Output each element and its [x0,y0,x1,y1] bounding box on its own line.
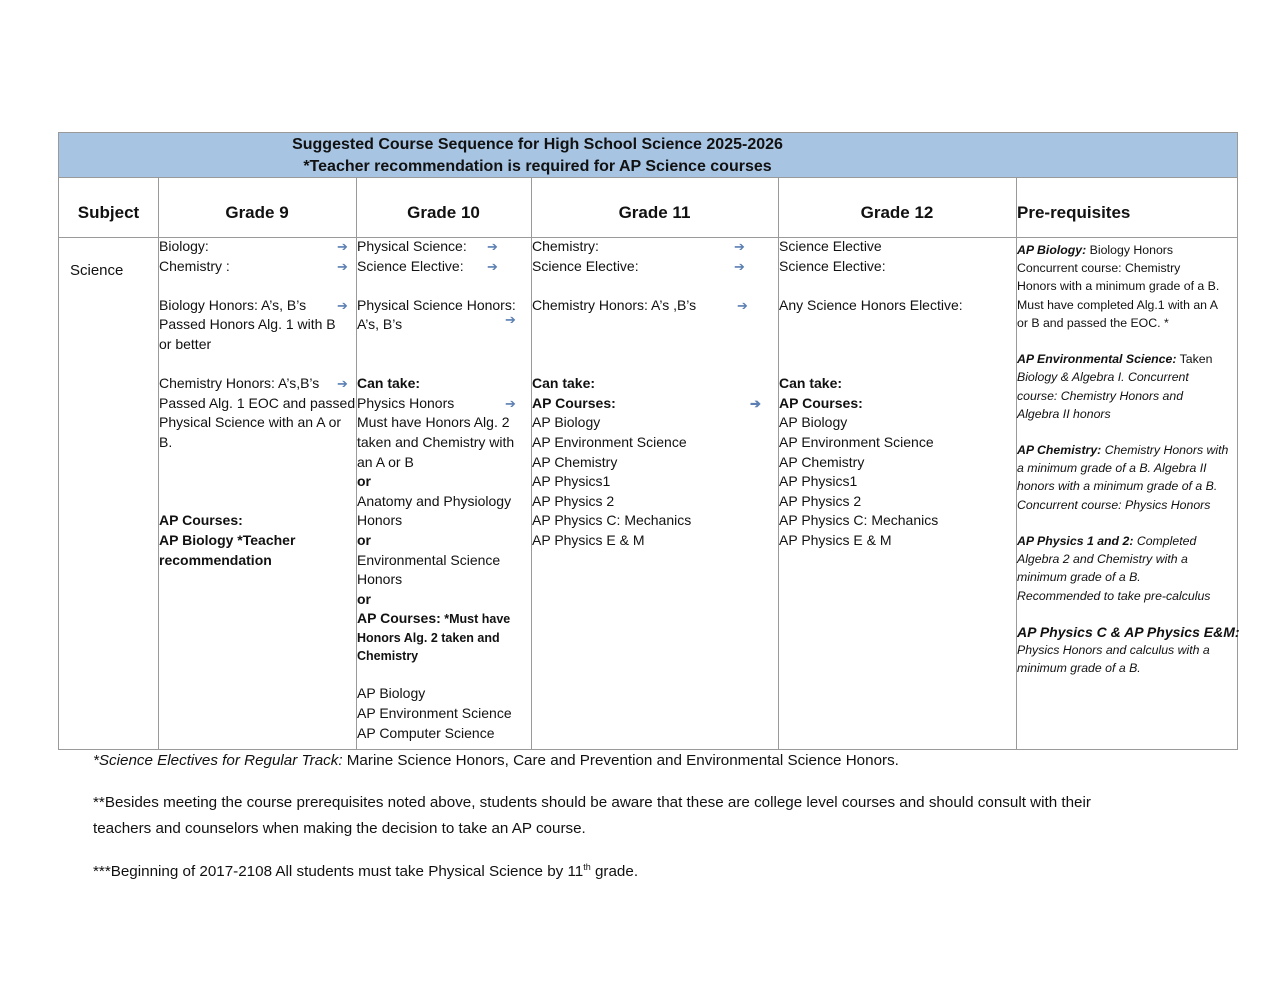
prereq-text: minimum grade of a B. [1017,570,1141,585]
right-arrow-icon: ➔ [505,312,516,328]
course-table [58,132,1238,750]
note-physical-science [93,862,638,880]
grade11-ap-item: AP Biology [532,414,601,431]
subject-cell: Science [70,262,124,279]
grade9-chem-honors-req: Passed Alg. 1 EOC and passed [159,394,356,411]
header-prereq: Pre-requisites [1017,203,1131,222]
prereq-text: Algebra 2 and Chemistry with a [1017,552,1188,567]
prereq-text: Must have completed Alg.1 with an A [1017,297,1218,312]
header-subject: Subject [77,203,140,222]
grade11-can-take: Can take: [532,375,596,392]
prereq-ap-physics-label: AP Physics 1 and 2: [1017,534,1134,548]
grade12-honors-elective: Any Science Honors Elective: [779,296,963,313]
right-arrow-icon: ➔ [337,239,348,254]
grade9-ap-biology-note: recommendation [159,551,272,568]
grade10-physical-science: Physical Science: [357,238,467,254]
note-electives-label: *Science Electives for Regular Track: [93,752,343,769]
grade9-chem-honors-req: B. [159,433,173,450]
prereq-text: Recommended to take pre-calculus [1017,588,1211,603]
table-title-band [59,133,1237,178]
grade12-ap-courses-label: AP Courses: [779,394,863,411]
grade10-anatomy: Anatomy and Physiology [357,492,512,509]
grade10-or: or [357,531,371,548]
grade12-can-take: Can take: [779,375,843,392]
grade10-env-science: Honors [357,571,403,588]
grade10-cell [357,237,531,743]
right-arrow-icon: ➔ [505,395,516,411]
grade11-ap-item: AP Chemistry [532,453,618,470]
prereq-ap-chem-label: AP Chemistry: [1017,443,1102,458]
prereq-text: Algebra II honors [1017,406,1111,421]
right-arrow-icon: ➔ [487,239,498,254]
grade10-anatomy: Honors [357,512,403,529]
note-electives [93,752,899,769]
note-text: grade. [590,863,639,881]
prereq-text: honors with a minimum grade of a B. [1017,479,1218,494]
grade10-ap-note: Chemistry [357,648,419,663]
prereq-text: Biology & Algebra I. Concurrent [1017,370,1189,385]
prereq-text: or B and passed the EOC. * [1017,315,1169,330]
grade12-ap-item: AP Physics E & M [779,531,892,548]
prereq-ap-physics-c-label: AP Physics C & AP Physics E&M: [1017,623,1240,640]
grade9-chem-honors-req: Physical Science with an A or [159,414,342,431]
right-arrow-icon: ➔ [750,395,761,411]
grade12-science-elective: Science Elective: [779,257,886,274]
note-text: ***Beginning of 2017-2108 All students must take Physical Science by 11 [93,863,584,881]
grade10-ap-note: Honors Alg. 2 taken and [357,630,500,645]
grade10-science-elective: Science Elective: [357,257,464,274]
table-title: Suggested Course Sequence for High School Science 2025-2026 [292,136,783,153]
grade10-or: or [357,473,371,490]
grade11-ap-courses-label: AP Courses: [532,394,616,411]
note-college-level: **Besides meeting the course prerequisites noted above, students should be aware that these are college level courses and should consult with their [93,794,1091,811]
right-arrow-icon: ➔ [737,297,748,313]
prereq-text: Concurrent course: Physics Honors [1017,497,1211,512]
grade11-ap-item: AP Environment Science [532,433,687,450]
header-grade9: Grade 9 [225,203,289,222]
note-college-level: teachers and counselors when making the decision to take an AP course. [93,820,586,837]
grade9-bio-honors: Biology Honors: A’s, B’s [159,296,307,313]
prereq-text: Biology Honors [1086,243,1174,257]
grade10-env-science: Environmental Science [357,551,501,568]
grade10-ap-courses-label: AP Courses: [357,610,441,627]
prereq-text: Honors with a minimum grade of a B. [1017,279,1220,294]
right-arrow-icon: ➔ [487,258,498,274]
header-grade11: Grade 11 [618,203,691,222]
grade10-phys-sci-honors-req: A’s, B’s [357,316,403,333]
grade10-physics-req: an A or B [357,453,414,470]
grade9-chemistry: Chemistry : [159,257,230,274]
right-arrow-icon: ➔ [734,258,745,274]
prereq-text: Concurrent course: Chemistry [1017,261,1181,276]
grade9-biology: Biology: [159,238,209,254]
grade10-can-take: Can take: [357,375,421,392]
grade10-phys-sci-honors: Physical Science Honors: [357,296,516,313]
grade9-ap-biology: AP Biology *Teacher [159,531,296,548]
grade11-cell [532,237,777,551]
prereq-text: Physics Honors and calculus with a [1017,643,1210,658]
grade12-ap-item: AP Physics 2 [779,492,862,509]
grade9-cell [159,237,355,570]
grade11-chemistry: Chemistry: [532,238,599,254]
right-arrow-icon: ➔ [734,239,745,254]
right-arrow-icon: ➔ [337,376,348,392]
note-electives-text: Marine Science Honors, Care and Prevention and Environmental Science Honors. [342,752,899,769]
grade9-ap-courses-label: AP Courses: [159,512,243,529]
grade12-ap-item: AP Biology [779,414,848,431]
grade10-ap-item: AP Environment Science [357,705,512,722]
grade12-ap-item: AP Physics C: Mechanics [779,512,939,529]
grade10-ap-note: *Must have [440,612,511,627]
grade9-chem-honors: Chemistry Honors: A’s,B’s [159,375,320,392]
note-superscript: th [583,862,591,872]
table-subtitle: *Teacher recommendation is required for AP Science courses [303,158,772,175]
prereq-text: course: Chemistry Honors and [1017,388,1184,403]
grade9-bio-honors-req: Passed Honors Alg. 1 with B [159,316,336,333]
grade10-ap-item: AP Computer Science [357,724,495,741]
grade11-ap-item: AP Physics C: Mechanics [532,512,692,529]
grade10-or: or [357,590,371,607]
prereq-text: Taken [1176,352,1213,367]
prereq-text: Chemistry Honors with [1101,443,1229,458]
grade10-ap-item: AP Biology [357,685,426,702]
prereq-ap-biology-label: AP Biology: [1017,243,1087,257]
prereq-ap-env-label: AP Environmental Science: [1017,352,1177,367]
grade11-science-elective: Science Elective: [532,257,639,274]
grade12-ap-item: AP Environment Science [779,433,934,450]
grade11-ap-item: AP Physics1 [532,473,611,490]
right-arrow-icon: ➔ [337,297,348,313]
grade12-ap-item: AP Chemistry [779,453,865,470]
grade10-physics-req: Must have Honors Alg. 2 [357,414,510,431]
prereq-cell [1017,241,1239,678]
grade12-science-elective: Science Elective [779,238,882,254]
prereq-text: a minimum grade of a B. Algebra II [1017,461,1207,476]
grade11-ap-item: AP Physics E & M [532,531,645,548]
right-arrow-icon: ➔ [337,258,348,274]
grade11-ap-item: AP Physics 2 [532,492,615,509]
grade12-cell [779,237,1015,551]
prereq-text: Completed [1133,534,1197,548]
grade9-bio-honors-req: or better [159,335,212,352]
header-grade10: Grade 10 [407,203,480,222]
grade11-chem-honors: Chemistry Honors: A’s ,B’s [532,296,697,313]
grade10-physics-req: taken and Chemistry with [357,433,515,450]
header-grade12: Grade 12 [860,203,934,222]
prereq-text: minimum grade of a B. [1017,661,1141,676]
grade12-ap-item: AP Physics1 [779,473,858,490]
grade10-physics-honors: Physics Honors [357,394,455,411]
